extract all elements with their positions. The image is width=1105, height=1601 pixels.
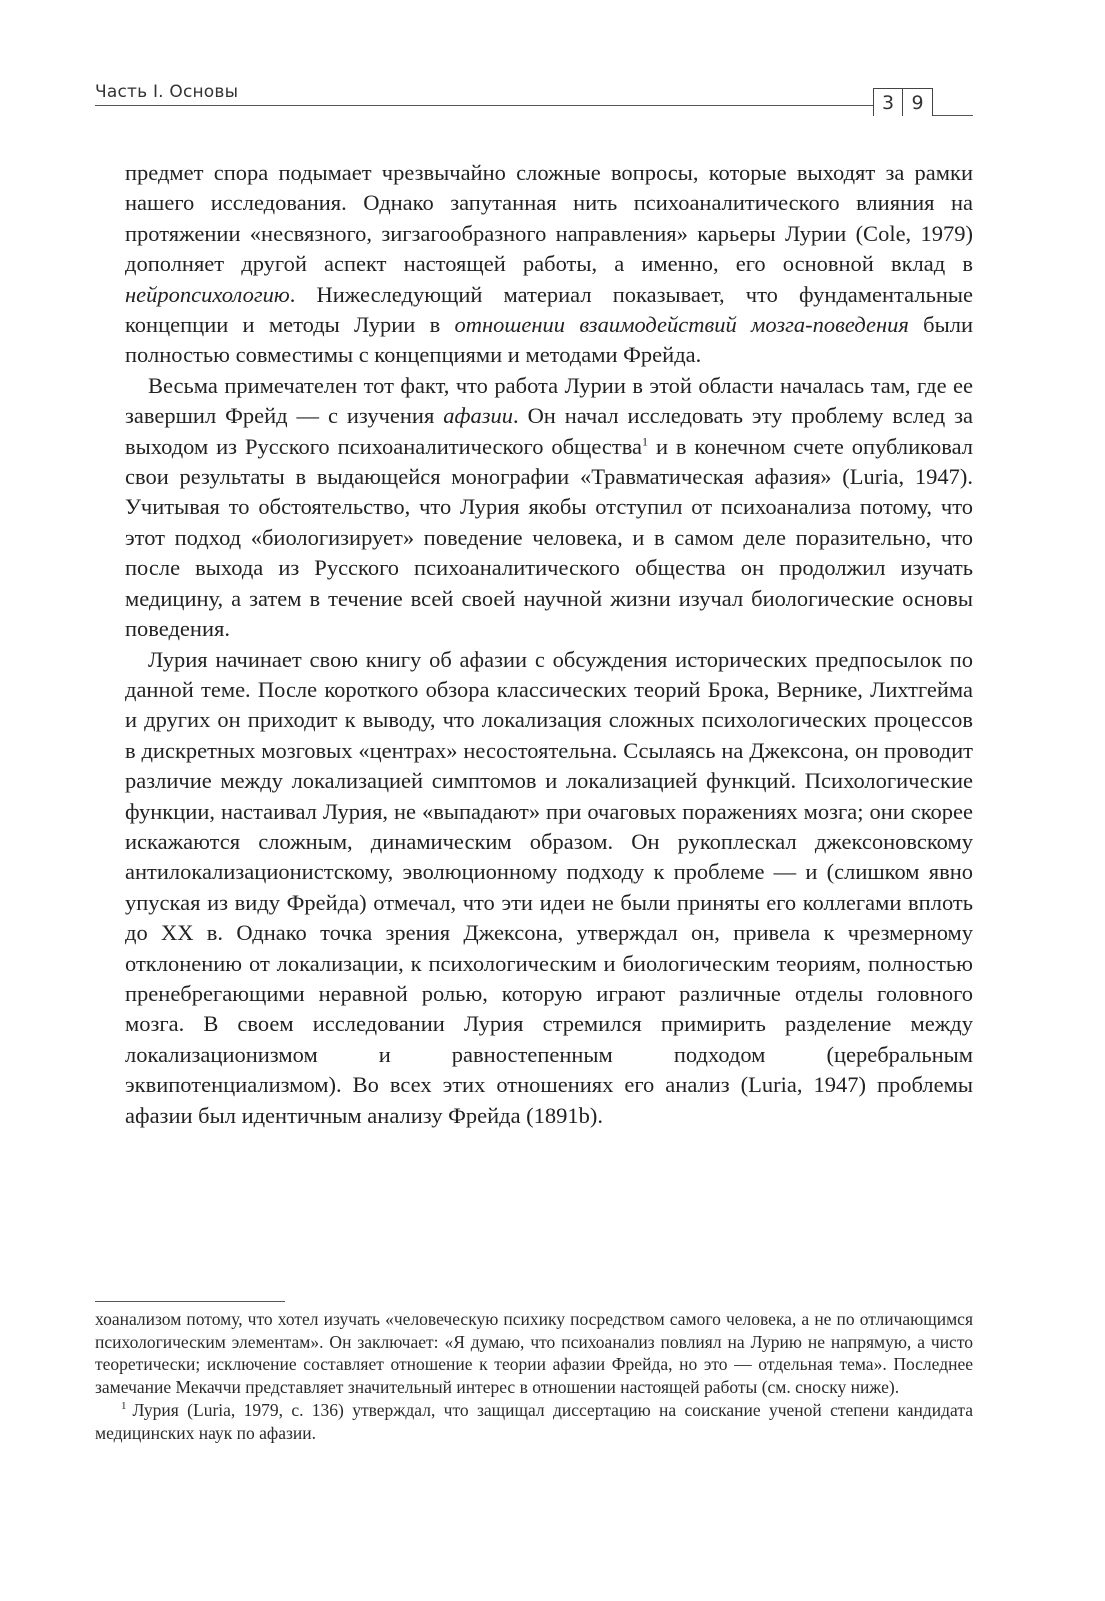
text-run: предмет спора подымает чрезвычайно сложные вопросы, которые выходят за рамки нашего исследования. Однако запутанная нить психоаналитического влияния на протяжении «несвязного, зигзагообразного направления» карьеры Лурии (Cole, 1979) дополняет другой аспект настоящей работы, а именно, его основной вклад в	[125, 160, 973, 277]
paragraph-2	[125, 371, 973, 645]
header-rule	[95, 105, 873, 106]
footnote-rule	[95, 1301, 285, 1302]
paragraph-1	[125, 158, 973, 371]
italic-term: нейропсихологию	[125, 281, 290, 307]
footnote-marker: 1	[121, 1399, 127, 1412]
text-run: . Он начал исследовать эту проблему вслед за выходом из Русского психоаналитического общества	[125, 403, 973, 459]
footnote-continued: хоанализом потому, что хотел изучать «человеческую психику посредством самого человека, а не по отличающимся психологическим элементам». Он заключает: «Я думаю, что психоанализ повлиял на Лурию не напрямую, а чисто теоретически; исключение составляет отношение к теории афазии Фрейда, но это — отдельная тема». Последнее замечание Мекаччи представляет значительный интерес в отношении настоящей работы (см. сноску ниже).	[95, 1309, 973, 1398]
text-run: были полностью совместимы с концепциями и методами Фрейда.	[125, 312, 973, 368]
running-title: Часть I. Основы	[95, 82, 239, 102]
text-run: . Нижеследующий материал показывает, что фундаментальные концепции и методы Лурии в	[125, 281, 973, 338]
page-number	[873, 88, 973, 116]
italic-term: афазии	[443, 403, 514, 429]
page-number-digit: 3	[873, 88, 903, 116]
footnote-text: Лурия (Luria, 1979, с. 136) утверждал, что защищал диссертацию на соискание ученой степени кандидата медицинских наук по афазии.	[95, 1399, 973, 1443]
body-text	[125, 158, 973, 1131]
text-run: и в конечном счете опубликовал свои результаты в выдающейся монографии «Травматическая афазия» (Luria, 1947). Учитывая то обстоятельство, что Лурия якобы отступил от психоанализа потому, что этот подход «биологизирует» поведение человека, и в самом деле поразительно, что после выхода из Русского психоаналитического общества он продолжил изучать медицину, а затем в течение всей своей научной жизни изучал биологические основы поведения.	[125, 433, 973, 642]
paragraph-3: Лурия начинает свою книгу об афазии с обсуждения исторических предпосылок по данной теме. После короткого обзора классических теорий Брока, Вернике, Лихтгейма и других он приходит к выводу, что локализация сложных психологических процессов в дискретных мозговых «центрах» несостоятельна. Ссылаясь на Джексона, он проводит различие между локализацией симптомов и локализацией функций. Психологические функции, настаивал Лурия, не «выпадают» при очаговых поражениях мозга; они скорее искажаются сложным, динамическим образом. Он рукоплескал джексоновскому антилокализационистскому, эволюционному подходу к проблеме — и (слишком явно упуская из виду Фрейда) отмечал, что эти идеи не были приняты его коллегами вплоть до XX в. Однако точка зрения Джексона, утверждал он, привела к чрезмерному отклонению от локализации, к психологическим и биологическим теориям, полностью пренебрегающими неравной ролью, которую играют различные отделы головного мозга. В своем исследовании Лурия стремился примирить разделение между локализационизмом и равностепенным подходом (церебральным эквипотенциализмом). Во всех этих отношениях его анализ (Luria, 1947) проблемы афазии был идентичным анализу Фрейда (1891b).	[125, 646, 973, 1128]
page-number-digit: 9	[903, 88, 933, 116]
footnotes	[95, 1308, 973, 1444]
footnote-reference[interactable]: 1	[642, 434, 649, 449]
running-header	[95, 78, 990, 118]
footnote-1	[95, 1399, 973, 1444]
header-rule-tail	[933, 115, 973, 116]
text-run: Весьма примечателен тот факт, что работа Лурии в этой области началась там, где ее завершил Фрейд — с изучения	[125, 372, 973, 429]
italic-term: отношении взаимодействий мозга-поведения	[454, 312, 909, 338]
